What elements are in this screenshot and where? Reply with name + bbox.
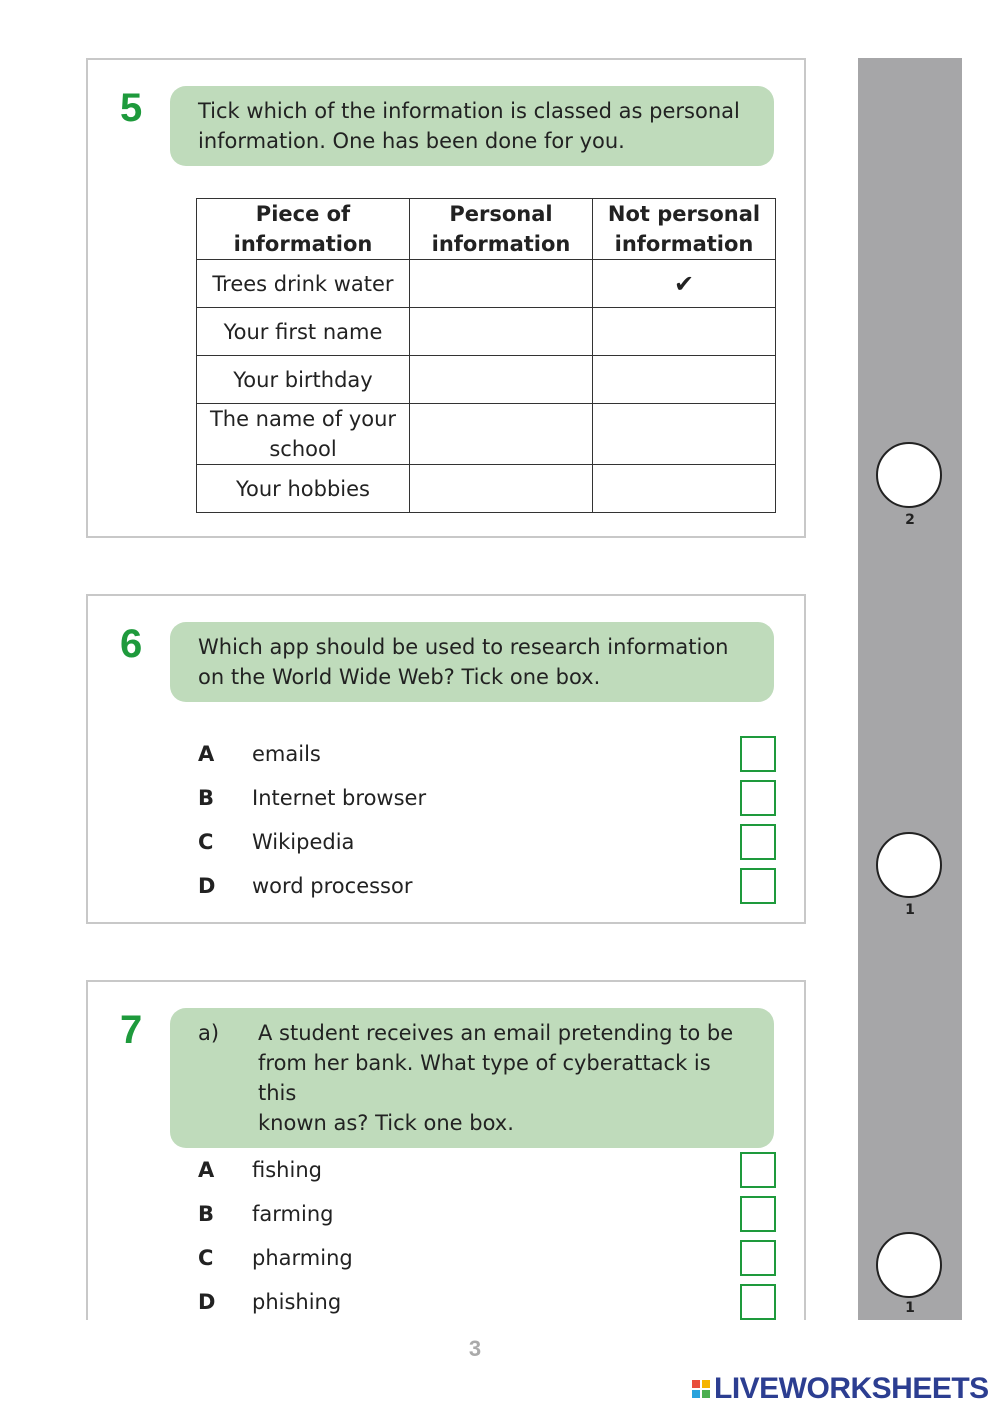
prompt-line: A student receives an email pretending to be [258, 1021, 734, 1045]
marks-sidebar [858, 58, 962, 1320]
answer-options [196, 736, 776, 912]
option-letter: D [198, 874, 216, 898]
personal-cell[interactable] [410, 356, 593, 404]
table-header-row [197, 199, 776, 260]
personal-cell[interactable] [410, 465, 593, 513]
table-row [197, 308, 776, 356]
brand-name: LIVEWORKSHEETS [714, 1372, 989, 1405]
option-letter: A [198, 1158, 215, 1182]
option-text: farming [252, 1202, 334, 1226]
personal-cell[interactable] [410, 404, 593, 465]
info-label: Your hobbies [197, 465, 410, 513]
option-letter: D [198, 1290, 216, 1314]
info-label: Your first name [197, 308, 410, 356]
not-personal-cell[interactable]: ✔ [593, 260, 776, 308]
option-letter: A [198, 742, 215, 766]
not-personal-cell[interactable] [593, 356, 776, 404]
table-row [197, 356, 776, 404]
option-c [196, 824, 776, 868]
table-row [197, 404, 776, 465]
prompt-line: Which app should be used to research information [198, 635, 729, 659]
tick-box[interactable] [740, 1196, 776, 1232]
prompt-line: Tick which of the information is classed as personal [198, 99, 740, 123]
mark-label-q7: 1 [905, 1300, 915, 1316]
option-text: emails [252, 742, 321, 766]
option-b [196, 780, 776, 824]
option-text: Internet browser [252, 786, 427, 810]
prompt-line: on the World Wide Web? Tick one box. [198, 665, 601, 689]
prompt-line: known as? Tick one box. [258, 1111, 514, 1135]
personal-information-table [196, 198, 776, 513]
question-number: 5 [120, 86, 143, 130]
mark-label-q6: 1 [905, 902, 915, 918]
not-personal-cell[interactable] [593, 308, 776, 356]
prompt-line: from her bank. What type of cyberattack is this [258, 1051, 711, 1105]
option-a [196, 736, 776, 780]
option-letter: C [198, 830, 214, 854]
tick-box[interactable] [740, 1284, 776, 1320]
personal-cell[interactable] [410, 260, 593, 308]
tick-box[interactable] [740, 824, 776, 860]
column-header-not-personal: Not personal information [593, 199, 776, 260]
answer-options [196, 1152, 776, 1328]
option-d [196, 868, 776, 912]
info-label: Your birthday [197, 356, 410, 404]
column-header-piece: Piece of information [197, 199, 410, 260]
page-number: 3 [468, 1336, 482, 1361]
tick-box[interactable] [740, 868, 776, 904]
option-letter: B [198, 1202, 215, 1226]
tick-box[interactable] [740, 1240, 776, 1276]
personal-cell[interactable] [410, 308, 593, 356]
option-text: Wikipedia [252, 830, 355, 854]
option-text: fishing [252, 1158, 322, 1182]
not-personal-cell[interactable] [593, 404, 776, 465]
column-header-personal: Personal information [410, 199, 593, 260]
option-d [196, 1284, 776, 1328]
prompt-line: information. One has been done for you. [198, 129, 625, 153]
table-row [197, 260, 776, 308]
liveworksheets-logo [692, 1372, 989, 1406]
tick-box[interactable] [740, 780, 776, 816]
tick-box[interactable] [740, 736, 776, 772]
question-5-panel [86, 58, 806, 538]
mark-circle-q7[interactable] [876, 1232, 942, 1298]
option-c [196, 1240, 776, 1284]
question-part: a) [198, 1021, 220, 1045]
not-personal-cell[interactable] [593, 465, 776, 513]
question-prompt [170, 86, 774, 166]
info-label: The name of your school [197, 404, 410, 465]
question-number: 6 [120, 622, 143, 666]
option-text: word processor [252, 874, 413, 898]
mark-circle-q5[interactable] [876, 442, 942, 508]
question-prompt [170, 622, 774, 702]
option-a [196, 1152, 776, 1196]
mark-circle-q6[interactable] [876, 832, 942, 898]
question-number: 7 [120, 1008, 143, 1052]
table-row [197, 465, 776, 513]
mark-label-q5: 2 [905, 512, 915, 528]
question-6-panel [86, 594, 806, 924]
info-label: Trees drink water [197, 260, 410, 308]
option-letter: B [198, 786, 215, 810]
liveworksheets-icon [692, 1380, 710, 1398]
tick-box[interactable] [740, 1152, 776, 1188]
option-text: pharming [252, 1246, 353, 1270]
option-text: phishing [252, 1290, 342, 1314]
option-letter: C [198, 1246, 214, 1270]
option-b [196, 1196, 776, 1240]
question-prompt [170, 1008, 774, 1148]
question-7-panel [86, 980, 806, 1320]
